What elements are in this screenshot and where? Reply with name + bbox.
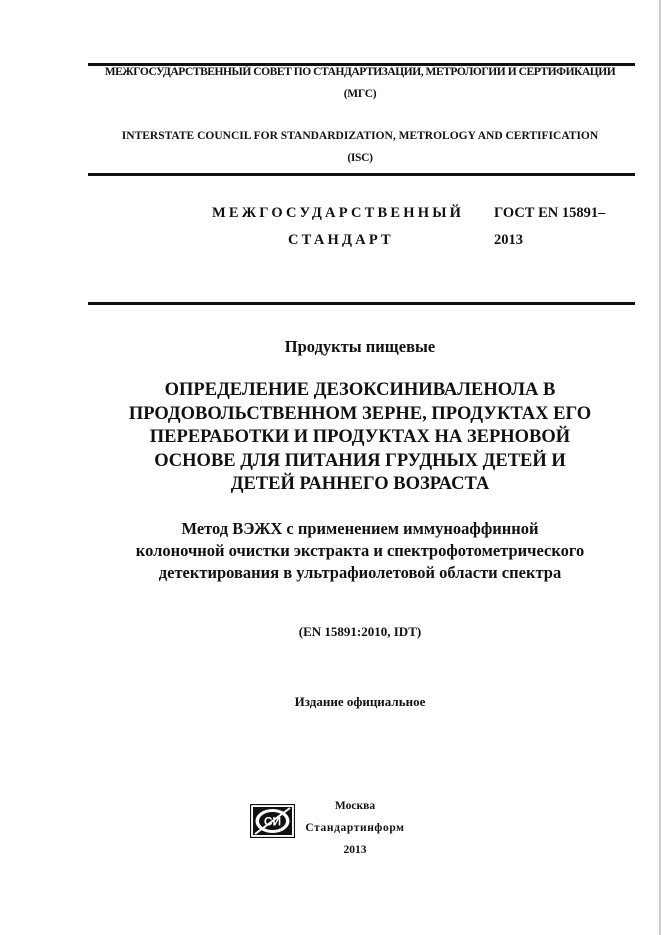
logo-text: СИ (263, 814, 282, 829)
council-rule (88, 173, 635, 176)
edition-note: Издание официальное (294, 694, 426, 709)
council-abbr-en: (ISC) (347, 152, 373, 164)
council-name-ru: МЕЖГОСУДАРСТВЕННЫЙ СОВЕТ ПО СТАНДАРТИЗАЦИИ, МЕТРОЛОГИИ И СЕРТИФИКАЦИИ (104, 66, 616, 78)
publisher-year: 2013 (343, 844, 367, 856)
method-line: Метод ВЭЖХ с применением иммуноаффинной (181, 519, 539, 538)
method-line: колоночной очистки экстракта и спектрофотометрического (135, 541, 585, 560)
method-line: детектирования в ультрафиолетовой области спектра (158, 563, 562, 582)
title-line: ПЕРЕРАБОТКИ И ПРОДУКТАХ НА ЗЕРНОВОЙ (149, 427, 571, 447)
title-line: ПРОДОВОЛЬСТВЕННОМ ЗЕРНЕ, ПРОДУКТАХ ЕГО (128, 403, 592, 424)
method-description (80, 518, 640, 584)
publisher-city: Москва (334, 800, 376, 812)
council-abbr-ru: (МГС) (343, 88, 377, 100)
standard-code-line1: ГОСТ EN 15891– (494, 205, 606, 221)
document-category: Продукты пищевые (284, 337, 436, 356)
standard-label-line2: СТАНДАРТ (288, 232, 394, 248)
document-title (80, 379, 640, 497)
title-line: ОСНОВЕ ДЛЯ ПИТАНИЯ ГРУДНЫХ ДЕТЕЙ И (154, 450, 566, 471)
council-name-en: INTERSTATE COUNCIL FOR STANDARDIZATION, METROLOGY AND CERTIFICATION (121, 130, 599, 142)
publisher-name: Стандартинформ (305, 822, 405, 834)
title-line: ДЕТЕЙ РАННЕГО ВОЗРАСТА (230, 474, 490, 494)
standartinform-logo-icon (250, 804, 295, 838)
standard-label-line1: МЕЖГОСУДАРСТВЕННЫЙ (212, 205, 465, 221)
title-line: ОПРЕДЕЛЕНИЕ ДЕЗОКСИНИВАЛЕНОЛА В (164, 380, 556, 400)
equivalence-note: (EN 15891:2010, IDT) (298, 624, 422, 639)
standard-code-line2: 2013 (494, 232, 523, 248)
heading-rule (88, 302, 635, 305)
